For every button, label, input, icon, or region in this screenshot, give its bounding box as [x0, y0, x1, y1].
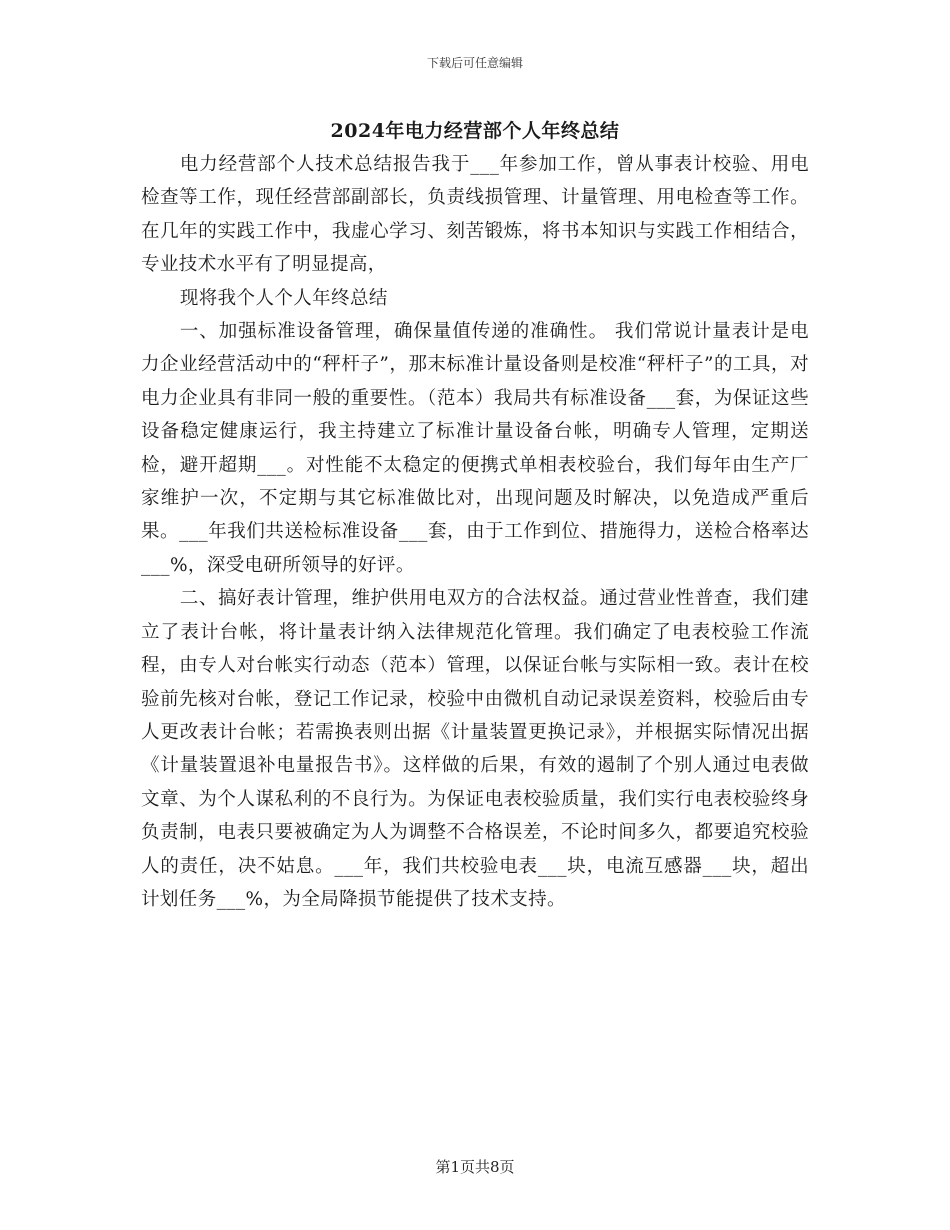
- paragraph-summary-lead: 现将我个人个人年终总结: [179, 287, 388, 309]
- page-footer-number: 第1页共8页: [435, 1158, 515, 1176]
- paragraph-intro: 电力经营部个人技术总结报告我于___年参加工作，曾从事表计校验、用电检查等工作，现任经营部副部长，负责线损管理、计量管理、用电检查等工作。在几年的实践工作中，我虚心学习、刻苦锻炼，将书本知识与实践工作相结合，专业技术水平有了明显提高，: [141, 154, 809, 276]
- paragraph-section-one: 一、加强标准设备管理，确保量值传递的准确性。 我们常说计量表计是电力企业经营活动中的“秤杆子”，那末标准计量设备则是校准“秤杆子”的工具，对电力企业具有非同一般的重要性。（范本）我局共有标准设备___套，为保证这些设备稳定健康运行，我主持建立了标准计量设备台帐，明确专人管理，定期送检，避开超期___。对性能不太稳定的便携式单相表校验台，我们每年由生产厂家维护一次，不定期与其它标准做比对，出现问题及时解决，以免造成严重后果。___年我们共送检标准设备___套，由于工作到位、措施得力，送检合格率达___%，深受电研所领导的好评。: [141, 321, 809, 576]
- paragraph-section-two: 二、搞好表计管理，维护供用电双方的合法权益。通过营业性普查，我们建立了表计台帐，将计量表计纳入法律规范化管理。我们确定了电表校验工作流程，由专人对台帐实行动态（范本）管理，以保证台帐与实际相一致。表计在校验前先核对台帐，登记工作记录，校验中由微机自动记录误差资料，校验后由专人更改表计台帐；若需换表则出据《计量装置更换记录》，并根据实际情况出据《计量装置退补电量报告书》。这样做的后果，有效的遏制了个别人通过电表做文章、为个人谋私利的不良行为。为保证电表校验质量，我们实行电表校验终身负责制，电表只要被确定为人为调整不合格误差，不论时间多久，都要追究校验人的责任，决不姑息。___年，我们共校验电表___块，电流互感器___块，超出计划任务___%，为全局降损节能提供了技术支持。: [141, 588, 809, 910]
- page-header-note: 下载后可任意编辑: [426, 56, 523, 70]
- document-title: 2024年电力经营部个人年终总结: [330, 120, 620, 142]
- document-body: [141, 148, 809, 916]
